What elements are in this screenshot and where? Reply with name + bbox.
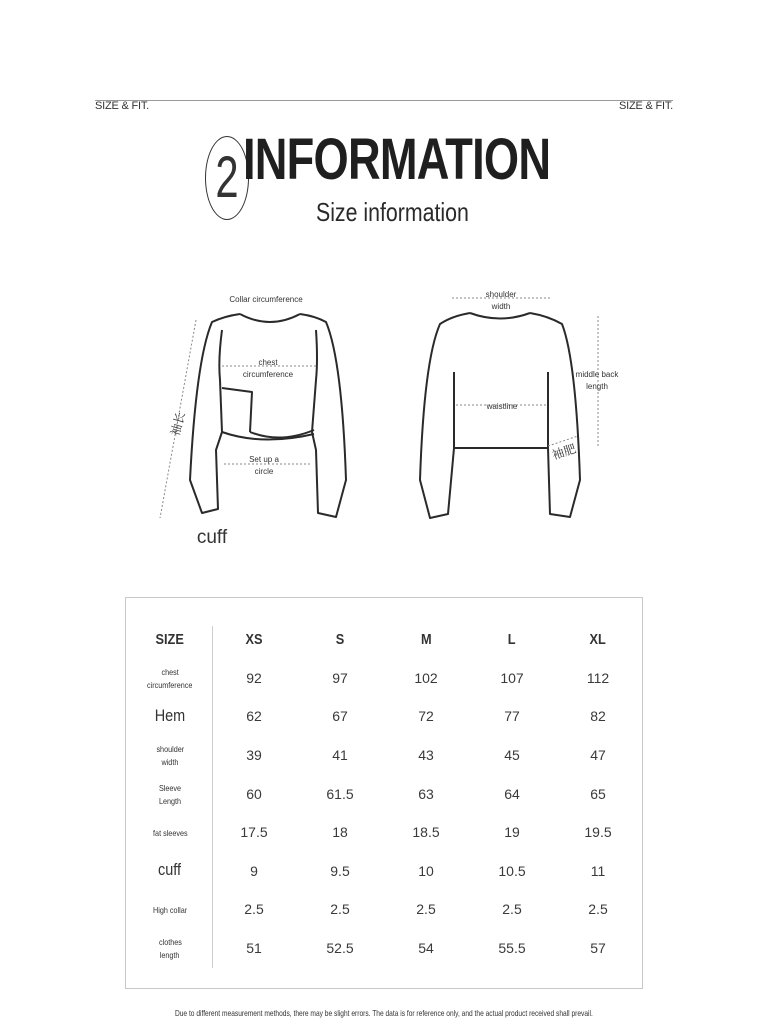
setup-label-line1: Set up a (249, 455, 279, 464)
table-cell: 11 (590, 862, 606, 879)
table-cell: 45 (504, 747, 520, 764)
table-cell: 62 (246, 708, 262, 725)
table-row (129, 929, 641, 968)
table-row (129, 852, 641, 891)
setup-label-line2: circle (254, 467, 274, 476)
table-cell: 2.5 (416, 901, 436, 918)
table-cell: 18.5 (412, 824, 440, 841)
disclaimer-note: Due to different measurement methods, there may be slight errors. The data is for reference only, and the actual product received shall prevail. (175, 1008, 593, 1018)
table-cell: 18 (332, 824, 348, 841)
table-cell: 17.5 (240, 824, 268, 841)
table-row (129, 890, 641, 929)
table-cell: 9.5 (330, 862, 350, 879)
page-subtitle: Size information (315, 197, 469, 227)
back-view-sweater (420, 313, 580, 518)
table-cell: 54 (418, 940, 434, 957)
table-cell: 2.5 (244, 901, 264, 918)
table-row (129, 813, 641, 852)
table-row (129, 659, 641, 698)
cuff-label: cuff (196, 527, 228, 548)
table-cell: 39 (246, 747, 262, 764)
sleeve-fat-label: 袖肥 (550, 441, 578, 463)
chest-label-line2: circumference (242, 370, 294, 379)
collar-label: Collar circumference (229, 295, 303, 304)
table-cell: 9 (250, 862, 258, 879)
row-label: cuff (158, 860, 182, 880)
table-cell: 63 (418, 785, 434, 802)
table-cell: 92 (246, 669, 262, 686)
garment-diagram (0, 270, 768, 560)
size-table (129, 620, 641, 967)
table-row (129, 774, 641, 813)
table-cell: 112 (586, 669, 610, 686)
table-cell: 64 (504, 785, 520, 802)
table-cell: 97 (332, 669, 348, 686)
header-left-label: SIZE & FIT. (95, 100, 150, 112)
page-title: INFORMATION (243, 127, 551, 192)
table-cell: 10 (418, 862, 434, 879)
waistline-label: waistline (486, 402, 518, 411)
row-label: High collar (152, 904, 188, 915)
middle-back-label-line1: middle back (575, 370, 619, 379)
table-cell: 43 (418, 747, 434, 764)
row-label: chest circumference (147, 666, 193, 690)
table-cell: 41 (332, 747, 348, 764)
front-view-sweater (190, 314, 346, 517)
table-cell: 72 (418, 708, 434, 725)
column-header-m: M (420, 630, 432, 648)
table-cell: 19.5 (584, 824, 612, 841)
middle-back-label-line2: length (586, 382, 608, 391)
table-cell: 57 (590, 940, 606, 957)
sleeve-length-label: 袖长 (168, 410, 188, 438)
shoulder-label-line1: shoulder (485, 290, 517, 299)
table-cell: 61.5 (326, 785, 354, 802)
size-table-header-row (129, 620, 641, 659)
table-cell: 67 (332, 708, 348, 725)
column-header-xs: XS (245, 630, 263, 648)
section-number: 2 (215, 145, 239, 210)
size-column-header: SIZE (155, 630, 185, 648)
row-label: Hem (154, 705, 186, 725)
table-cell: 102 (414, 669, 438, 686)
column-header-xl: XL (589, 630, 607, 648)
table-cell: 55.5 (498, 940, 526, 957)
chest-label-line1: chest (258, 358, 278, 367)
shoulder-label-line2: width (491, 302, 511, 311)
row-label: shoulder width (156, 744, 184, 768)
table-cell: 107 (500, 669, 524, 686)
table-cell: 2.5 (588, 901, 608, 918)
header-rule (95, 100, 673, 101)
table-cell: 2.5 (502, 901, 522, 918)
column-header-s: S (335, 630, 345, 648)
row-label: clothes length (158, 937, 182, 961)
table-cell: 65 (590, 785, 606, 802)
table-cell: 82 (590, 708, 606, 725)
row-label: Sleeve Length (158, 782, 182, 806)
table-row (129, 697, 641, 736)
table-cell: 77 (504, 708, 520, 725)
table-cell: 52.5 (326, 940, 354, 957)
table-row (129, 736, 641, 775)
column-header-l: L (508, 630, 516, 648)
header-right-label: SIZE & FIT. (618, 100, 673, 112)
table-cell: 2.5 (330, 901, 350, 918)
table-cell: 60 (246, 785, 262, 802)
row-label: fat sleeves (152, 827, 188, 838)
table-cell: 51 (246, 940, 262, 957)
table-cell: 47 (590, 747, 606, 764)
table-cell: 19 (504, 824, 520, 841)
table-cell: 10.5 (498, 862, 526, 879)
